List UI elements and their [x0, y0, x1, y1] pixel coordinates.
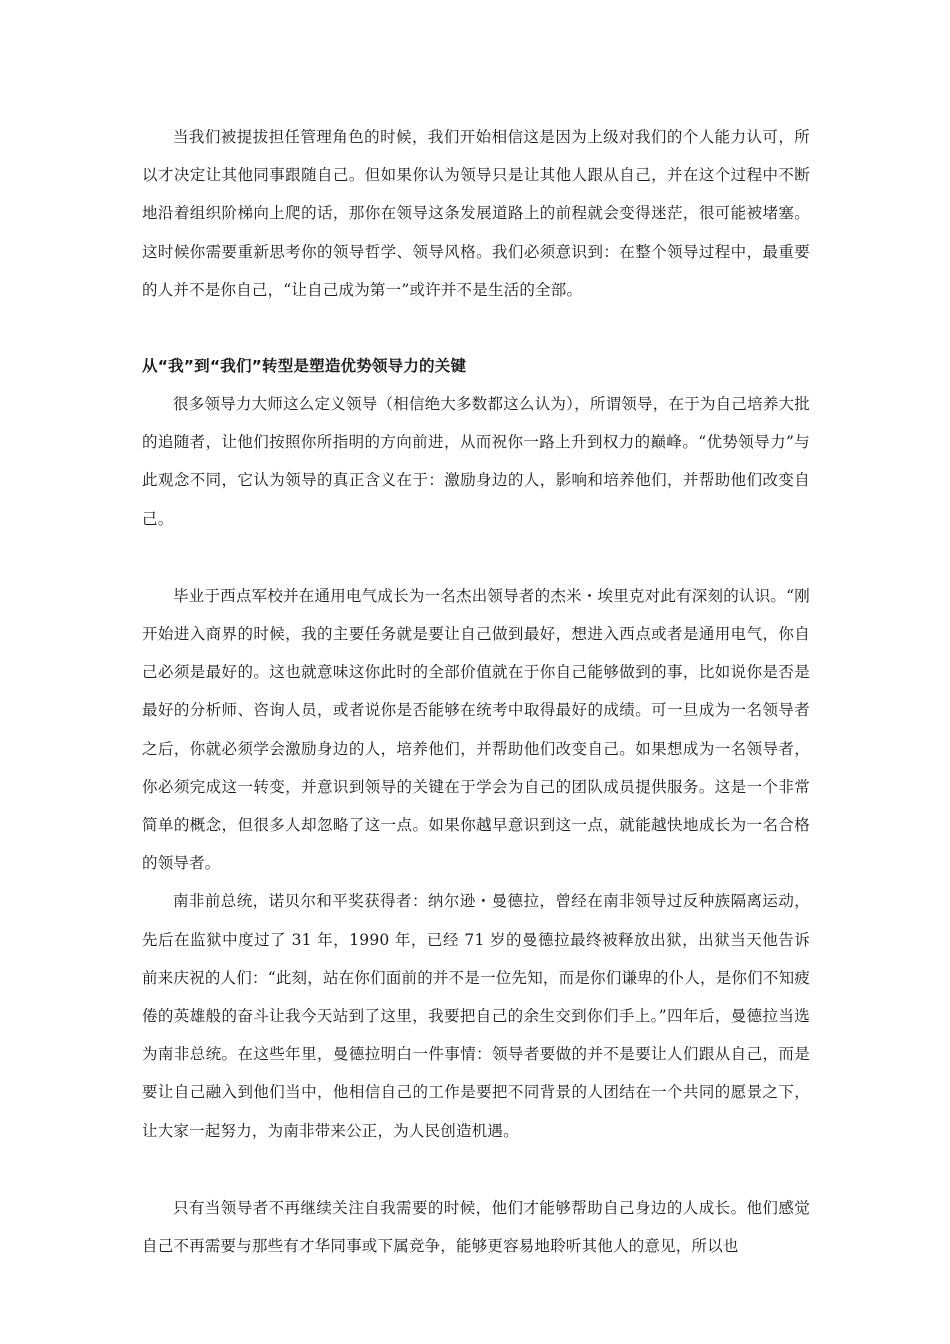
- section-heading: 从“我”到“我们”转型是塑造优势领导力的关键: [142, 357, 467, 376]
- paragraph-spacer: [142, 309, 810, 347]
- document-page: [142, 118, 810, 1265]
- paragraph-promotion: 当我们被提拔担任管理角色的时候，我们开始相信这是因为上级对我们的个人能力认可，所以才决定让其他同事跟随自己。但如果你认为领导只是让其他人跟从自己，并在这个过程中不断地沿着组织阶梯向上爬的话，那你在领导这条发展道路上的前程就会变得迷茫，很可能被堵塞。这时候你需要重新思考你的领导哲学、领导风格。我们必须意识到：在整个领导过程中，最重要的人并不是你自己，“让自己成为第一”或许并不是生活的全部。: [142, 128, 810, 299]
- paragraph-definition: 很多领导力大师这么定义领导（相信绝大多数都这么认为），所谓领导，在于为自己培养大批的追随者，让他们按照你所指明的方向前进，从而祝你一路上升到权力的巅峰。“优势领导力”与此观念不同，它认为领导的真正含义在于：激励身边的人，影响和培养他们，并帮助他们改变自己。: [142, 395, 810, 528]
- paragraph-mandela: 南非前总统，诺贝尔和平奖获得者：纳尔逊・曼德拉，曾经在南非领导过反种族隔离运动，先后在监狱中度过了 31 年，1990 年，已经 71 岁的曼德拉最终被释放出狱，出狱当天他告诉前来庆祝的人们：“此刻，站在你们面前的并不是一位先知，而是你们谦卑的仆人，是你们不知疲倦的英雄般的奋斗让我今天站到了这里，我要把自己的余生交到你们手上。”四年后，曼德拉当选为南非总统。在这些年里，曼德拉明白一件事情：领导者要做的并不是要让人们跟从自己，而是要让自己融入到他们当中，他相信自己的工作是要把不同背景的人团结在一个共同的愿景之下，让大家一起努力，为南非带来公正，为人民创造机遇。: [142, 892, 810, 1140]
- paragraph-jamie-eric: 毕业于西点军校并在通用电气成长为一名杰出领导者的杰米・埃里克对此有深刻的认识。“刚开始进入商界的时候，我的主要任务就是要让自己做到最好，想进入西点或者是通用电气，你自己必须是最好的。这也就意味这你此时的全部价值就在于你自己能够做到的事，比如说你是否是最好的分析师、咨询人员，或者说你是否能够在统考中取得最好的成绩。可一旦成为一名领导者之后，你就必须学会激励身边的人，培养他们，并帮助他们改变自己。如果想成为一名领导者，你必须完成这一转变，并意识到领导的关键在于学会为自己的团队成员提供服务。这是一个非常简单的概念，但很多人却忽略了这一点。如果你越早意识到这一点，就能越快地成长为一名合格的领导者。: [142, 586, 810, 873]
- paragraph-spacer: [142, 538, 810, 577]
- paragraph-spacer: [142, 1150, 810, 1189]
- paragraph-self-needs: 只有当领导者不再继续关注自我需要的时候，他们才能够帮助自己身边的人成长。他们感觉自己不再需要与那些有才华同事或下属竞争，能够更容易地聆听其他人的意见，所以也: [142, 1198, 810, 1256]
